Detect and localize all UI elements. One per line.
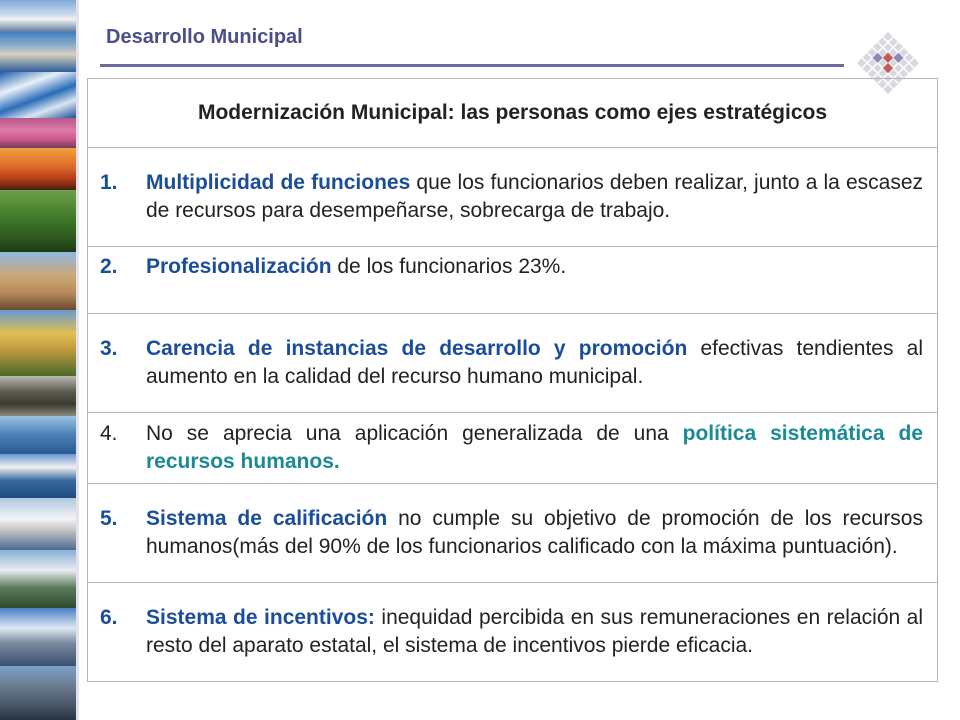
waves-photo — [0, 72, 76, 118]
lighthouse-sunset-photo — [0, 148, 76, 190]
photo-strip — [0, 0, 76, 720]
item-text: que los funcionarios deben realizar, junto a la escasez de recursos para desempeñarse, sobrecarga de trabajo. — [146, 171, 924, 222]
city-buildings-photo — [0, 666, 76, 720]
table-row — [88, 484, 938, 583]
item-text: de los funcionarios 23%. — [331, 255, 567, 278]
church-photo — [0, 252, 76, 310]
item-highlight: Sistema de calificación — [146, 507, 388, 530]
table-row — [88, 413, 938, 484]
table-row — [88, 247, 938, 314]
item-text: No se aprecia una aplicación generalizada de una — [146, 422, 683, 445]
item-number: 4. — [100, 422, 118, 445]
table-row — [88, 148, 938, 247]
snowy-volcano-photo — [0, 0, 76, 32]
snowy-peaks-photo — [0, 608, 76, 666]
page-header-title: Desarrollo Municipal — [106, 26, 303, 48]
volcano-lake-photo — [0, 454, 76, 498]
item-text: efectivas tendientes al aumento en la calidad del recurso humano municipal. — [146, 337, 923, 388]
item-highlight: Sistema de incentivos: — [146, 606, 375, 629]
rock-arch-sea-photo — [0, 32, 76, 72]
item-highlight: política sistemática de recursos humanos. — [146, 422, 923, 473]
table-title: Modernización Municipal: las personas como ejes estratégicos — [88, 79, 938, 148]
item-text: no cumple su objetivo de promoción de los recursos humanos(más del 90% de los funcionarios calificado con la máxima puntuación). — [146, 507, 923, 558]
item-highlight: Profesionalización — [146, 255, 332, 278]
ferry-photo — [0, 498, 76, 550]
item-number: 6. — [100, 606, 118, 629]
wooden-church-photo — [0, 310, 76, 376]
item-text: inequidad percibida en sus remuneraciones en relación al resto del aparato estatal, el sistema de incentivos pierde eficacia. — [146, 606, 924, 657]
mountains-photo — [0, 550, 76, 608]
table-row — [88, 583, 938, 682]
item-number: 2. — [100, 255, 118, 278]
item-highlight: Multiplicidad de funciones — [146, 171, 411, 194]
araucaria-photo — [0, 376, 76, 416]
flower-field-photo — [0, 118, 76, 148]
forest-photo — [0, 190, 76, 252]
lake-photo — [0, 416, 76, 454]
table-row — [88, 314, 938, 413]
item-highlight: Carencia de instancias de desarrollo y promoción — [146, 337, 688, 360]
item-number: 1. — [100, 171, 118, 194]
header-divider — [100, 64, 844, 67]
item-number: 5. — [100, 507, 118, 530]
strip-divider — [76, 0, 79, 720]
item-number: 3. — [100, 337, 118, 360]
content-table — [87, 78, 938, 682]
